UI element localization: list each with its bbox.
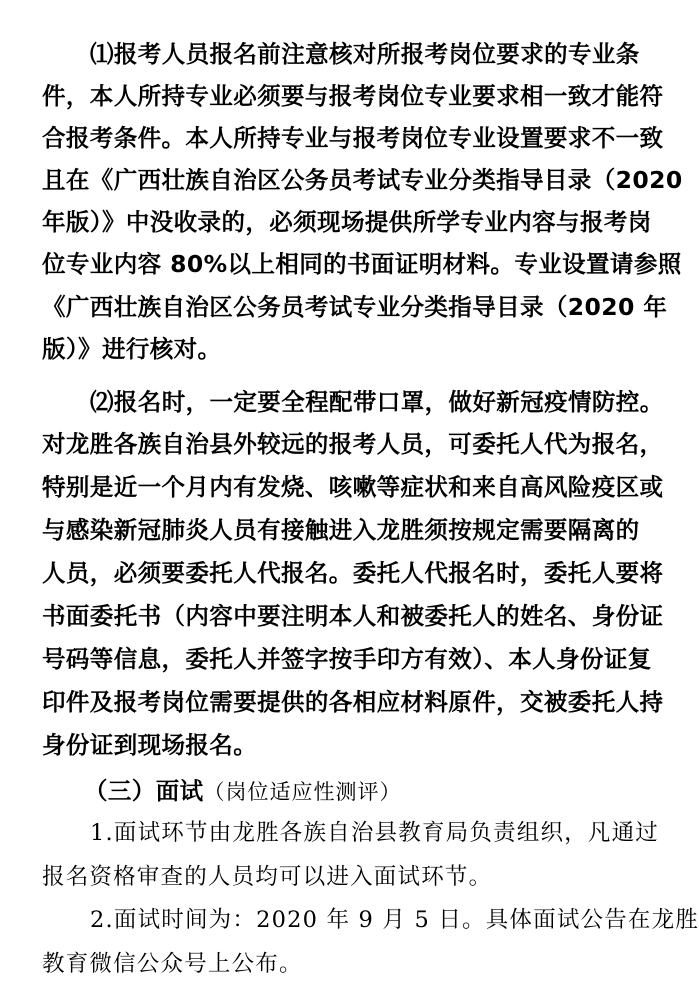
para1-line-3: 合报考条件。本人所持专业与报考岗位专业设置要求不一致 [42,124,664,152]
para2-line-9: 身份证到现场报名。 [42,731,258,759]
para1-line-2: 件，本人所持专业必须要与报考岗位专业要求相一致才能符 [42,82,664,110]
para1-line-1: ⑴报考人员报名前注意核对所报考岗位要求的专业条 [90,40,640,68]
section-heading [84,771,620,811]
section-heading-subtitle: （岗位适应性测评） [203,780,402,804]
section-heading-title: （三）面试 [84,777,204,805]
para2-line-1: ⑵报名时，一定要全程配带口罩，做好新冠疫情防控。 [90,388,664,416]
item1-line-2: 报名资格审查的人员均可以进入面试环节。 [42,864,493,890]
para2-line-8: 印件及报考岗位需要提供的各相应材料原件，交被委托人持 [42,688,664,716]
para1-line-8: 版）》进行核对。 [42,335,222,363]
para1-line-6: 位专业内容 80%以上相同的书面证明材料。专业设置请参照 [42,250,682,278]
para1-line-7: 《广西壮族自治区公务员考试专业分类指导目录（2020 年 [42,293,668,321]
item2-line-2: 教育微信公众号上公布。 [42,951,303,977]
para2-line-7: 号码等信息，委托人并签字按手印方有效）、本人身份证复 [42,645,652,673]
para1-line-4: 且在《广西壮族自治区公务员考试专业分类指导目录（2020 [42,166,683,194]
para1-line-5: 年版）》中没收录的，必须现场提供所学专业内容与报考岗 [42,208,652,236]
para2-line-6: 书面委托书（内容中要注明本人和被委托人的姓名、身份证 [42,602,664,630]
item2-line-1: 2.面试时间为：2020 年 9 月 5 日。具体面试公告在龙胜 [90,907,699,933]
item1-line-1: 1.面试环节由龙胜各族自治县教育局负责组织，凡通过 [90,820,659,846]
para2-line-4: 与感染新冠肺炎人员有接触进入龙胜须按规定需要隔离的 [42,516,640,544]
para2-line-2: 对龙胜各族自治县外较远的报考人员，可委托人代为报名， [42,430,664,458]
para2-line-5: 人员，必须要委托人代报名。委托人代报名时，委托人要将 [42,559,664,587]
para2-line-3: 特别是近一个月内有发烧、咳嗽等症状和来自高风险疫区或 [42,473,664,501]
